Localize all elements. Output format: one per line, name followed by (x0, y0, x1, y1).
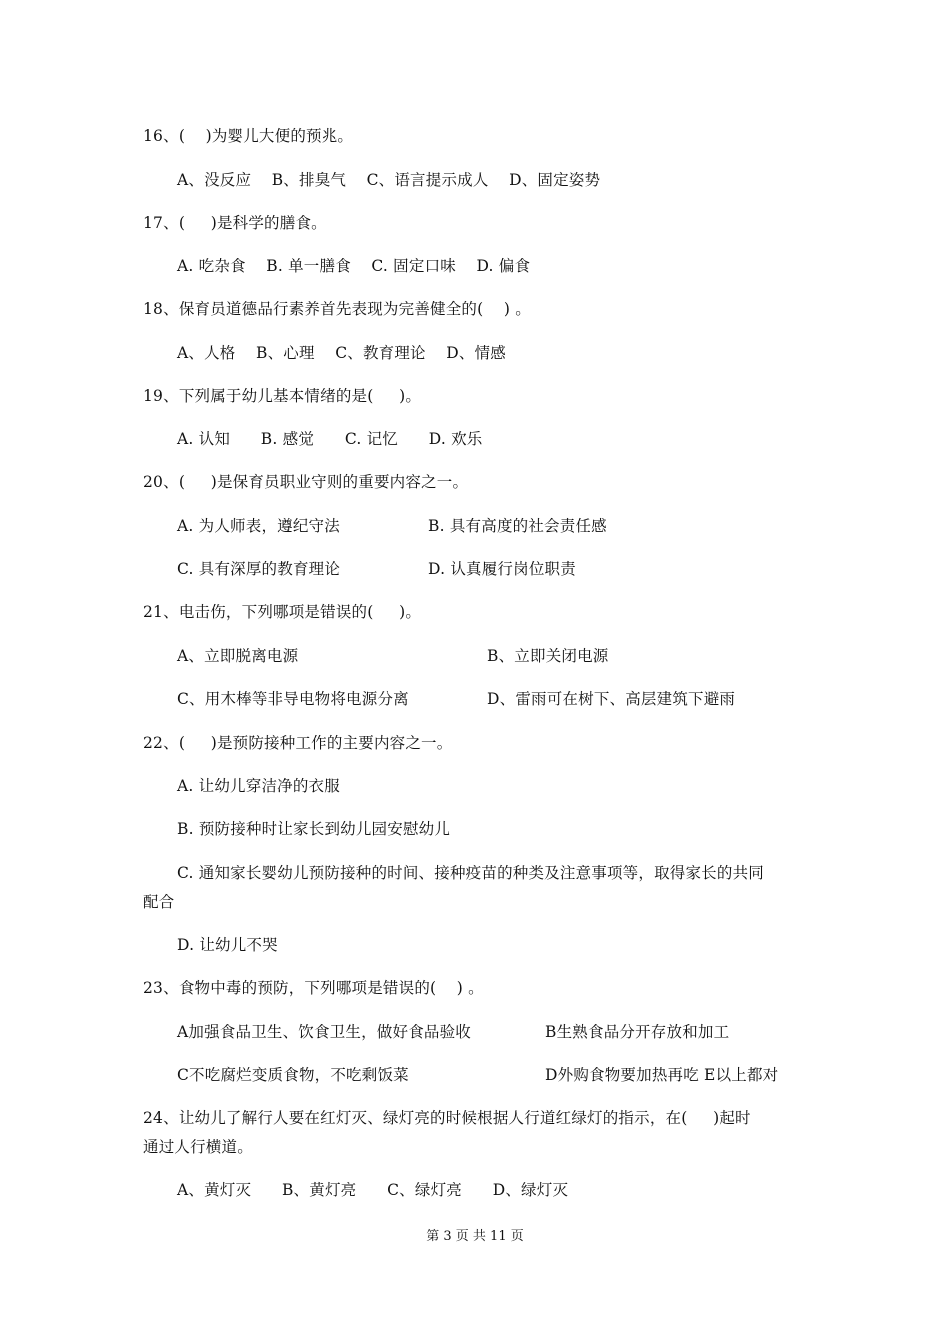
question-23-option-a: A加强食品卫生、饮食卫生，做好食品验收 (177, 1023, 471, 1041)
question-22-option-a: A. 让幼儿穿洁净的衣服 (177, 777, 340, 795)
question-23-option-d: D外购食物要加热再吃 E以上都对 (545, 1066, 779, 1084)
question-22-stem: 22、( )是预防接种工作的主要内容之一。 (143, 734, 453, 752)
question-22-option-c: C. 通知家长婴幼儿预防接种的时间、接种疫苗的种类及注意事项等，取得家长的共同 (177, 864, 764, 882)
question-17-stem: 17、( )是科学的膳食。 (143, 214, 327, 232)
question-18-options: A、人格 B、心理 C、教育理论 D、情感 (177, 344, 506, 362)
question-23-option-c: C不吃腐烂变质食物，不吃剩饭菜 (177, 1066, 409, 1084)
question-20-option-a: A. 为人师表，遵纪守法 (177, 517, 340, 535)
question-21-option-b: B、立即关闭电源 (487, 647, 609, 665)
question-22-option-b: B. 预防接种时让家长到幼儿园安慰幼儿 (177, 820, 451, 838)
question-21-option-d: D、雷雨可在树下、高层建筑下避雨 (487, 690, 736, 708)
question-21-stem: 21、电击伤，下列哪项是错误的( )。 (143, 603, 422, 621)
question-20-stem: 20、( )是保育员职业守则的重要内容之一。 (143, 473, 469, 491)
question-22-option-c-continued: 配合 (143, 893, 175, 911)
question-18-stem: 18、保育员道德品行素养首先表现为完善健全的( ) 。 (143, 300, 531, 318)
question-19-stem: 19、下列属于幼儿基本情绪的是( )。 (143, 387, 422, 405)
question-21-option-c: C、用木棒等非导电物将电源分离 (177, 690, 409, 708)
question-23-stem: 23、食物中毒的预防，下列哪项是错误的( ) 。 (143, 979, 484, 997)
question-16-stem: 16、( )为婴儿大便的预兆。 (143, 127, 354, 145)
question-17-options: A. 吃杂食 B. 单一膳食 C. 固定口味 D. 偏食 (177, 257, 531, 275)
question-20-option-b: B. 具有高度的社会责任感 (428, 517, 607, 535)
question-21-option-a: A、立即脱离电源 (177, 647, 299, 665)
question-20-option-c: C. 具有深厚的教育理论 (177, 560, 341, 578)
question-24-options: A、黄灯灭 B、黄灯亮 C、绿灯亮 D、绿灯灭 (177, 1181, 569, 1199)
question-24-stem-line2: 通过人行横道。 (143, 1138, 253, 1156)
question-16-options: A、没反应 B、排臭气 C、语言提示成人 D、固定姿势 (177, 171, 601, 189)
question-23-option-b: B生熟食品分开存放和加工 (545, 1023, 730, 1041)
question-24-stem-line1: 24、让幼儿了解行人要在红灯灭、绿灯亮的时候根据人行道红绿灯的指示，在( )起时 (143, 1109, 751, 1127)
question-20-option-d: D. 认真履行岗位职责 (428, 560, 576, 578)
question-22-option-d: D. 让幼儿不哭 (177, 936, 278, 954)
question-19-options: A. 认知 B. 感觉 C. 记忆 D. 欢乐 (177, 430, 483, 448)
page-footer: 第 3 页 共 11 页 (426, 1229, 524, 1244)
